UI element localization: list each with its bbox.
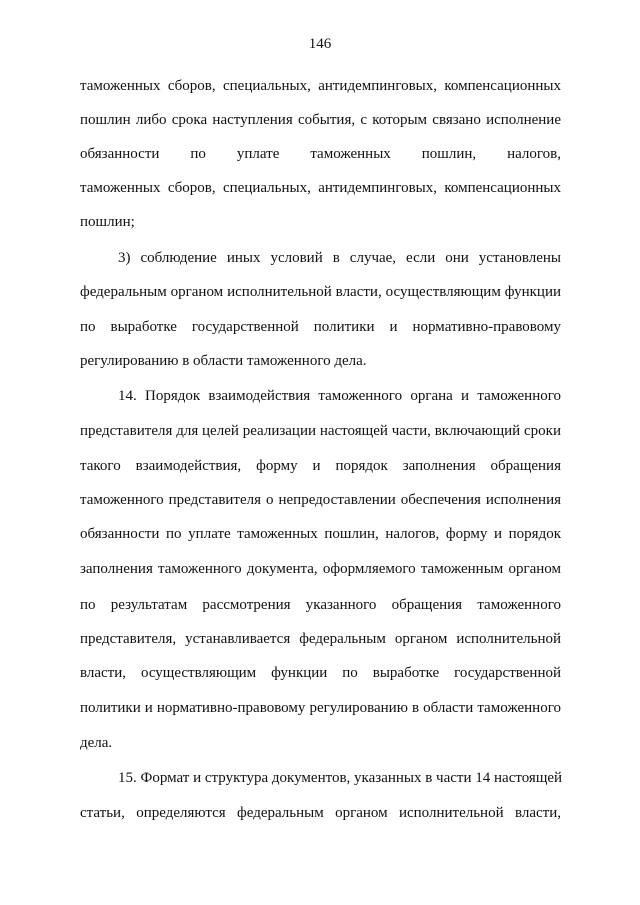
text-line: таможенных сборов, специальных, антидемпинговых, компенсационных [80, 180, 561, 196]
text-line: власти, осуществляющим функции по выработке государственной [80, 665, 561, 681]
page-number: 146 [308, 36, 332, 52]
text-line: пошлин либо срока наступления события, с которым связано исполнение [80, 112, 561, 128]
text-line: регулированию в области таможенного дела. [80, 353, 367, 369]
text-line: таможенного представителя о непредоставлении обеспечения исполнения [80, 492, 561, 508]
text-line: обязанности по уплате таможенных пошлин, налогов, форму и порядок [80, 526, 561, 542]
text-line: 14. Порядок взаимодействия таможенного органа и таможенного [118, 388, 561, 404]
text-line: такого взаимодействия, форму и порядок заполнения обращения [80, 458, 561, 474]
text-line: федеральным органом исполнительной власти, осуществляющим функции [80, 284, 561, 300]
text-line: дела. [80, 735, 113, 751]
text-line: представителя, устанавливается федеральным органом исполнительной [80, 631, 561, 647]
text-line: обязанности по уплате таможенных пошлин, налогов, [80, 146, 561, 162]
text-line: представителя для целей реализации настоящей части, включающий сроки [80, 423, 561, 439]
text-line: заполнения таможенного документа, оформляемого таможенным органом [80, 561, 561, 577]
text-line: 3) соблюдение иных условий в случае, если они установлены [118, 250, 561, 266]
text-line: по выработке государственной политики и нормативно-правовому [80, 319, 561, 335]
text-line: по результатам рассмотрения указанного обращения таможенного [80, 597, 561, 613]
text-line: 15. Формат и структура документов, указанных в части 14 настоящей [118, 770, 563, 786]
text-line: политики и нормативно-правовому регулированию в области таможенного [80, 700, 561, 716]
text-line: статьи, определяются федеральным органом исполнительной власти, [80, 805, 561, 821]
text-line: пошлин; [80, 214, 135, 230]
text-line: таможенных сборов, специальных, антидемпинговых, компенсационных [80, 78, 561, 94]
